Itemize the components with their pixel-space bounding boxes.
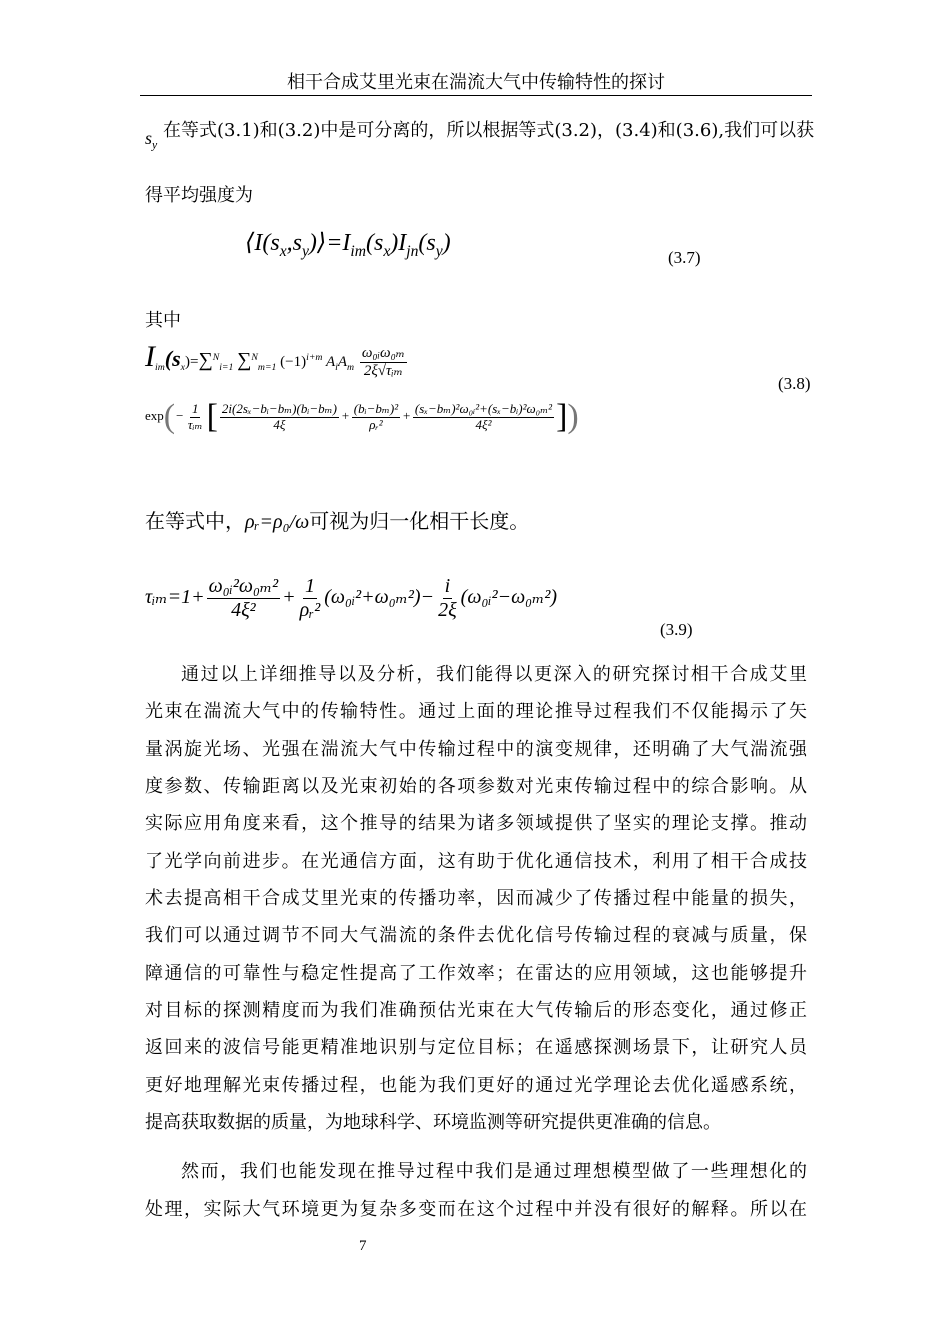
- qizhong-label: 其中: [145, 310, 181, 331]
- eq-part: (sₓ−bₘ)²ω₀ᵢ²+(sₓ−bᵢ)²ω₀ₘ²: [414, 400, 553, 416]
- eq-part: τᵢₘ=1+: [145, 586, 205, 609]
- rho-pre: 在等式中，: [145, 509, 245, 533]
- equation-3-9: [145, 575, 557, 622]
- eq-part: )⟩=I: [308, 230, 351, 256]
- paren: ): [567, 398, 579, 435]
- paragraph-line: 返回来的波信号能更精准地识别与定位目标；在遥感探测场景下，让研究人员: [145, 1037, 807, 1058]
- eq-part: τᵢₘ: [187, 416, 203, 432]
- eq-part: i+m: [306, 352, 323, 363]
- eq-part: im: [155, 362, 165, 373]
- eq-part: y: [301, 242, 309, 260]
- equation-3-8-line-2: exp(− $\frac{1}{\text{τᵢₘ}}$ [ $\frac{\text{2i(2sₓ−bᵢ−bₘ)(bᵢ−bₘ)}}{4\xi}$ + $\frac{\text{(bᵢ−bₘ)²}}{\text{ρᵣ²}}$ + $\frac{\text{(sₓ−bₘ)²ω₀ᵢ²+(sₓ−bᵢ)²ω₀ₘ²}}{\text{4ξ²}}$ ]): [145, 398, 579, 435]
- equation-number-3-9: (3.9): [660, 620, 693, 639]
- eq-part: 2ξ√τᵢₘ: [363, 363, 403, 380]
- eq-part: ∑: [237, 349, 252, 371]
- eq-part: 4ξ²: [231, 599, 256, 621]
- paragraph-line: 对目标的探测精度而为我们准确预估光束在大气传输后的形态变化，通过修正: [145, 1000, 807, 1021]
- running-header: 相干合成艾里光束在湍流大气中传输特性的探讨: [287, 72, 665, 93]
- eq-part: exp: [145, 407, 164, 423]
- paragraph-line: 了光学向前进步。在光通信方面，这有助于优化通信技术，利用了相干合成技: [145, 851, 807, 872]
- fraction: [413, 402, 554, 433]
- eq-part: im: [350, 242, 367, 260]
- paragraph-line: 提高获取数据的质量，为地球科学、环境监测等研究提供更准确的信息。: [145, 1112, 721, 1133]
- bracket: [: [206, 398, 218, 435]
- eq-part: N: [212, 352, 220, 363]
- eq-part: 4ξ²: [475, 416, 492, 432]
- intro-line-1: 在等式(3.1)和(3.2)中是可分离的，所以根据等式(3.2)，(3.4)和(3.6),我们可以获: [163, 120, 815, 141]
- fraction: [352, 402, 400, 433]
- paragraph-line: 障通信的可靠性与稳定性提高了工作效率；在雷达的应用领域，这也能够提升: [145, 963, 807, 984]
- eq-part: ∑: [198, 349, 213, 371]
- eq-part: 2ξ: [438, 599, 457, 621]
- rho-post: 可视为归一化相干长度。: [309, 509, 530, 533]
- eq-part: y: [435, 242, 443, 260]
- eq-part: (s: [164, 346, 181, 371]
- paragraph-line: 然而，我们也能发现在推导过程中我们是通过理想模型做了一些理想化的: [181, 1161, 807, 1182]
- eq-part: A: [325, 354, 336, 370]
- bracket: ]: [556, 398, 568, 435]
- fraction: [298, 575, 323, 622]
- rho-definition-line: [145, 505, 529, 534]
- sy-symbol: [145, 128, 157, 152]
- equation-3-7: [245, 228, 451, 261]
- eq-part: (−1): [280, 354, 307, 370]
- eq-part: ⟨I(s: [245, 230, 280, 256]
- eq-part: (bᵢ−bₘ)²: [353, 400, 399, 416]
- eq-part: ρᵣ²: [299, 599, 321, 621]
- paragraph-line: 处理，实际大气环境更为复杂多变而在这个过程中并没有很好的解释。所以在: [145, 1199, 807, 1220]
- page-number: 7: [359, 1238, 367, 1254]
- equation-number-3-7: (3.7): [668, 248, 701, 267]
- eq-part: i=1: [219, 362, 234, 373]
- fraction: [360, 345, 407, 381]
- eq-part: ): [442, 230, 451, 256]
- eq-part: ρᵣ²: [369, 416, 383, 432]
- eq-part: i: [444, 575, 451, 597]
- eq-part: 1: [304, 575, 315, 597]
- paragraph-line: 光束在湍流大气中的传输特性。通过上面的理论推导过程我们不仅能揭示了矢: [145, 701, 807, 722]
- fraction: [207, 575, 281, 622]
- eq-part: )I: [390, 230, 407, 256]
- eq-part: 1: [191, 400, 199, 416]
- intro-line-2: 得平均强度为: [145, 185, 253, 206]
- eq-part: ω₀ᵢ²ω₀ₘ²: [208, 575, 279, 597]
- eq-part: (s: [366, 230, 384, 256]
- eq-part: i: [335, 362, 338, 373]
- eq-part: 2i(2sₓ−bᵢ−bₘ)(bᵢ−bₘ): [221, 400, 337, 416]
- eq-part: (ω₀ᵢ²+ω₀ₘ²)−: [324, 586, 435, 609]
- eq-part: N: [251, 352, 258, 363]
- paragraph-line: 更好地理解光束传播过程，也能为我们更好的通过光学理论去优化遥感系统，: [145, 1075, 807, 1096]
- sy-sub: y: [152, 138, 158, 152]
- eq-part: (ω₀ᵢ²−ω₀ₘ²): [460, 586, 558, 609]
- eq-part: m: [347, 362, 355, 373]
- equation-3-8-line-1: [145, 340, 409, 380]
- paragraph-line: 度参数、传输距离以及光束初始的各项参数对光束传输过程中的综合影响。从: [145, 776, 807, 797]
- eq-part: A: [337, 354, 348, 370]
- eq-part: ,s: [286, 230, 302, 256]
- paragraph-line: 实际应用角度来看，这个推导的结果为诸多领域提供了坚实的理论支撑。推动: [145, 813, 807, 834]
- paragraph-line: 量涡旋光场、光强在湍流大气中传输过程中的演变规律，还明确了大气湍流强: [145, 739, 807, 760]
- eq-part: x: [279, 242, 287, 260]
- eq-part: x: [383, 242, 391, 260]
- paragraph-line: 通过以上详细推导以及分析，我们能得以更深入的研究探讨相干合成艾里: [181, 664, 807, 685]
- fraction: [220, 402, 339, 433]
- header-rule: [140, 95, 812, 96]
- rho-formula: ρᵣ=ρ₀/ω: [245, 511, 310, 533]
- fraction: [186, 402, 205, 433]
- eq-part: (s: [418, 230, 436, 256]
- eq-part: +: [282, 586, 296, 609]
- paragraph-line: 术去提高相干合成艾里光束的传播功率，因而减少了传播过程中能量的损失，: [145, 888, 807, 909]
- eq-part: jn: [406, 242, 419, 260]
- paragraph-line: 我们可以通过调节不同大气湍流的条件去优化信号传输过程的衰减与质量，保: [145, 925, 807, 946]
- paren: (: [163, 398, 176, 435]
- eq-part: ω₀ᵢω₀ₘ: [360, 345, 407, 363]
- fraction: [436, 575, 459, 622]
- eq-part: x: [180, 362, 185, 373]
- sy-base: s: [145, 128, 153, 148]
- eq-part: 4ξ: [273, 416, 286, 432]
- eq-part: m=1: [257, 362, 277, 373]
- eq-part: I: [145, 340, 155, 373]
- equation-number-3-8: (3.8): [778, 374, 811, 393]
- eq-part: )=: [184, 354, 199, 370]
